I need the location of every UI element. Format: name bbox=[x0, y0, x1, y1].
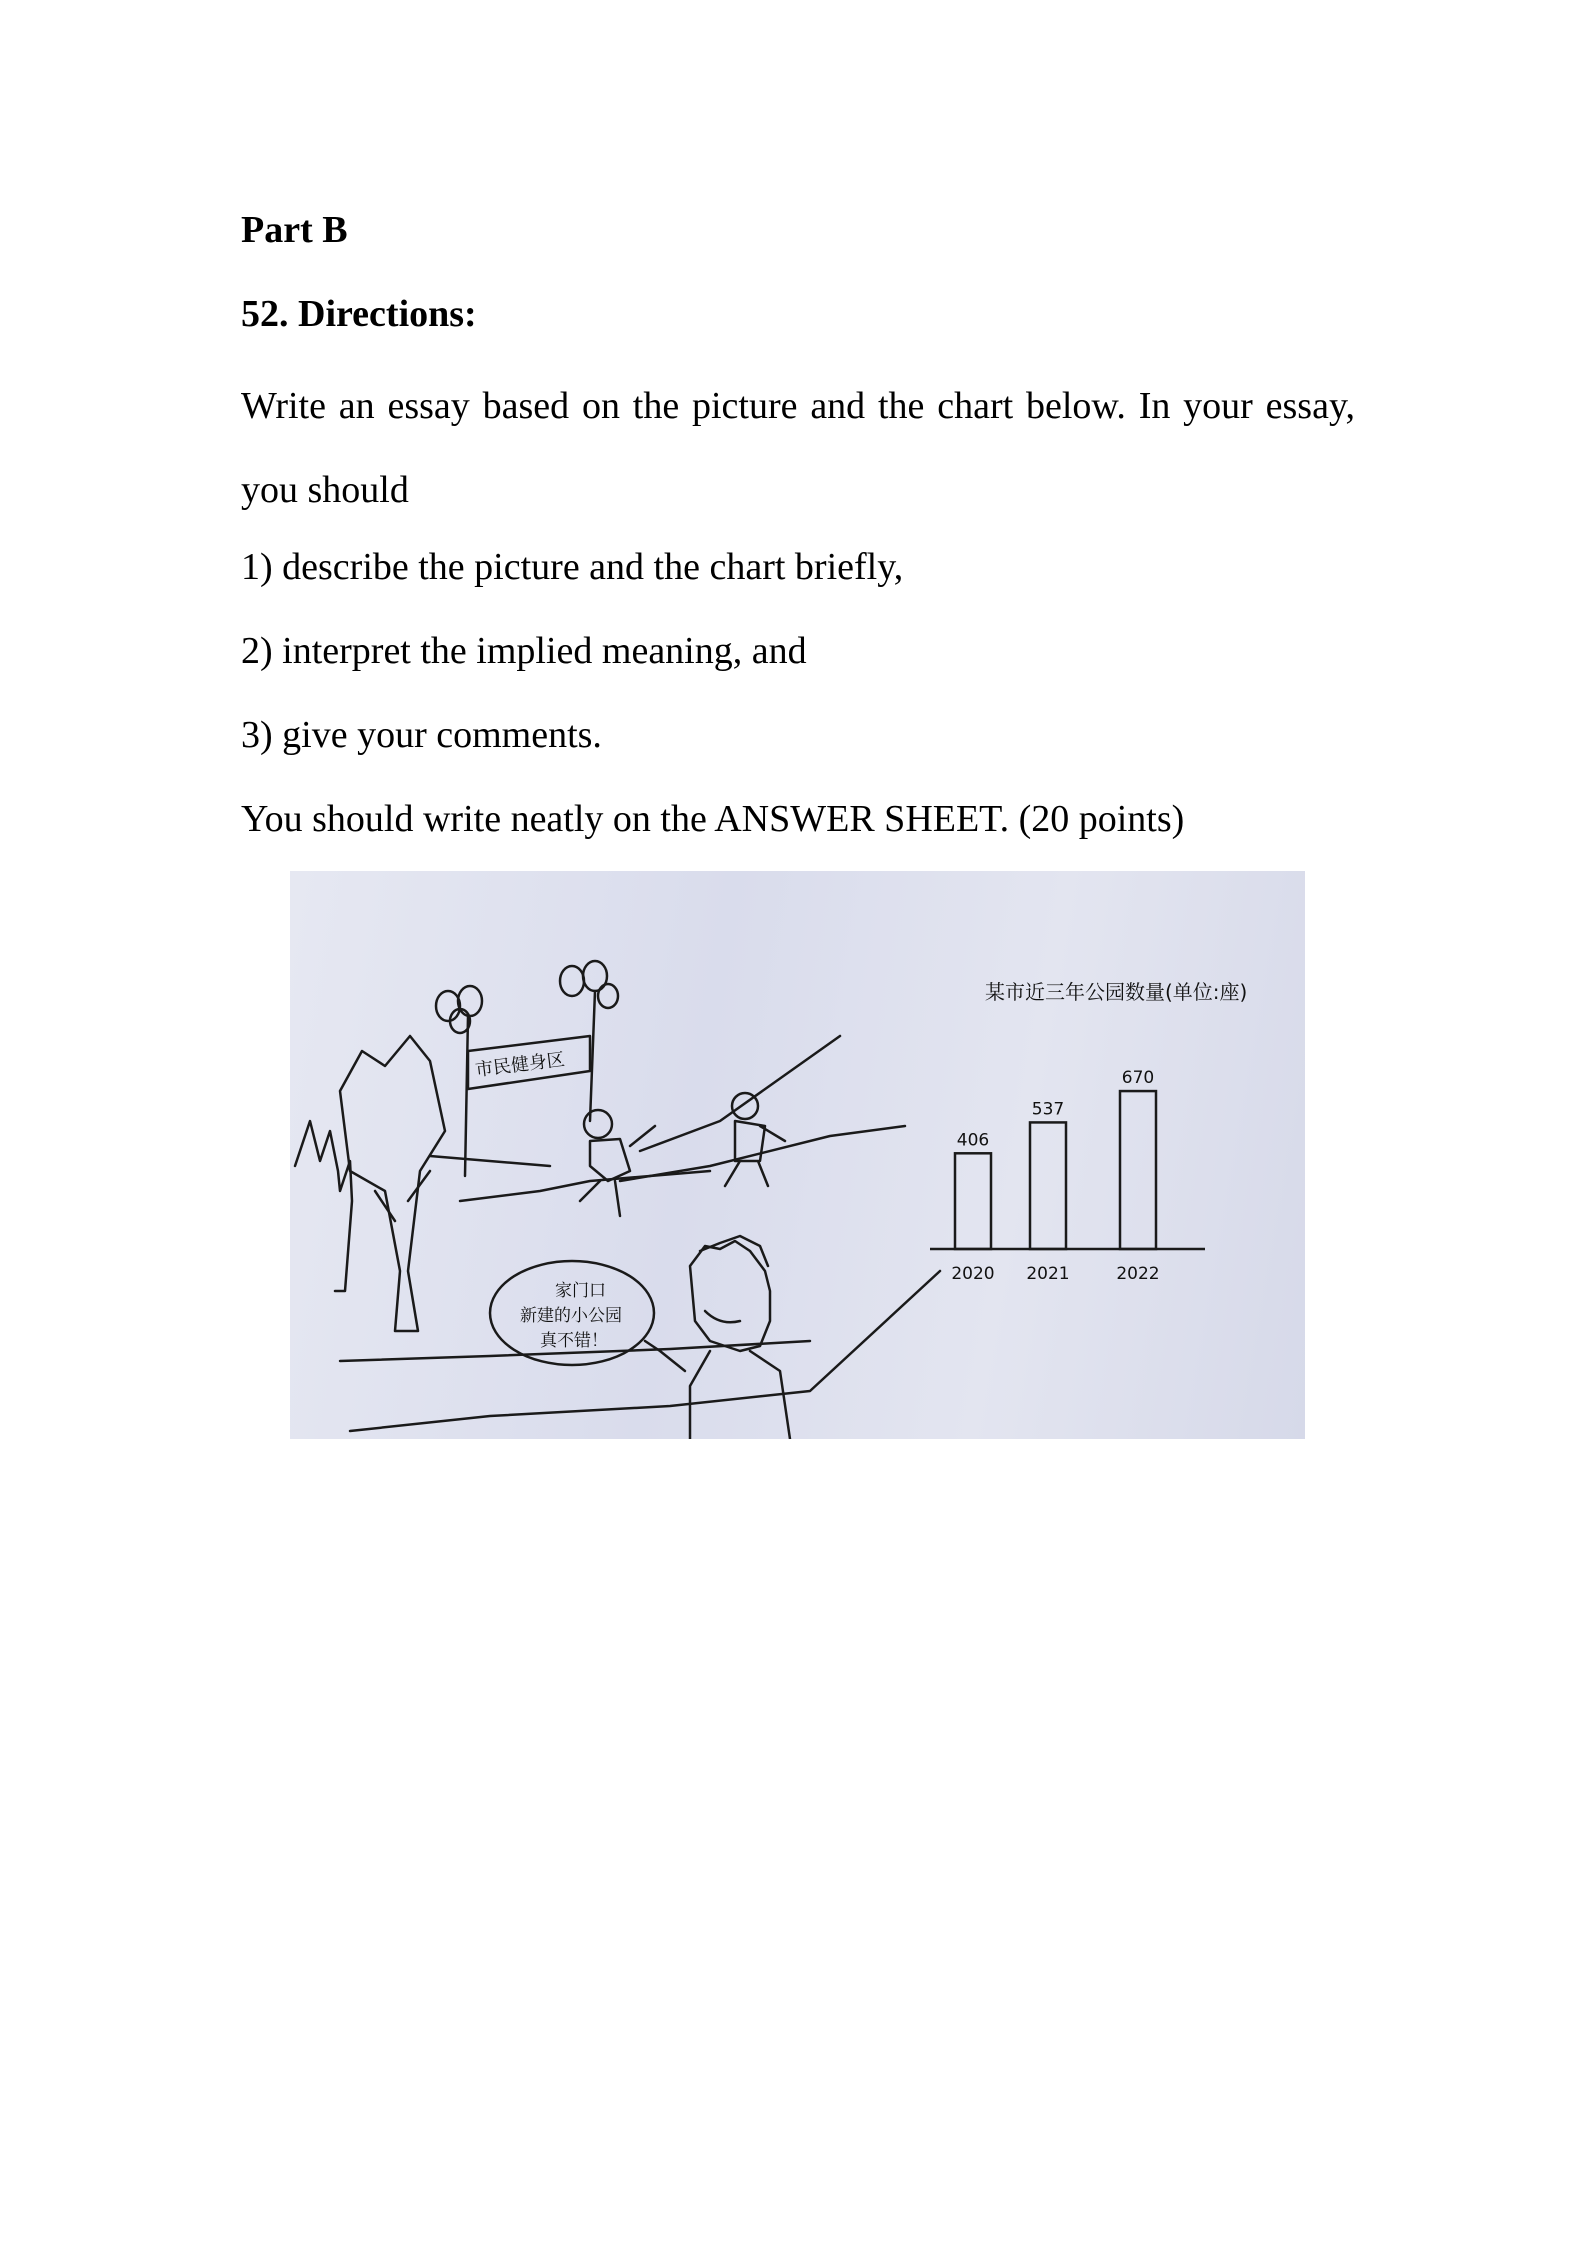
chart-tick-label-2020: 2020 bbox=[951, 1264, 995, 1284]
speech-line-3: 真不错！ bbox=[540, 1331, 608, 1351]
part-title: Part B bbox=[241, 209, 348, 251]
question-title: 52. Directions: bbox=[241, 293, 477, 335]
chart-bar-2022 bbox=[1120, 1091, 1156, 1249]
chart-tick-label-2022: 2022 bbox=[1116, 1264, 1160, 1284]
speech-line-2: 新建的小公园 bbox=[520, 1306, 622, 1326]
directions-item-2: 2) interpret the implied meaning, and bbox=[241, 630, 807, 672]
speech-line-1: 家门口 bbox=[555, 1281, 606, 1301]
chart-data-label-2022: 670 bbox=[1121, 1068, 1155, 1089]
hand-drawn-sketch bbox=[290, 871, 1305, 1439]
chart-bar-2020 bbox=[955, 1153, 991, 1249]
directions-item-1: 1) describe the picture and the chart briefly, bbox=[241, 546, 904, 588]
chart-bar-2021 bbox=[1030, 1122, 1066, 1249]
sketch-figure bbox=[290, 871, 1305, 1439]
bar-chart bbox=[930, 980, 1247, 1284]
directions-closing: You should write neatly on the ANSWER SHEET. (20 points) bbox=[241, 798, 1185, 840]
sketch-scene bbox=[295, 961, 940, 1439]
chart-data-label-2021: 537 bbox=[1031, 1099, 1065, 1120]
chart-tick-label-2021: 2021 bbox=[1026, 1264, 1070, 1284]
chart-title: 某市近三年公园数量(单位:座) bbox=[985, 980, 1248, 1004]
chart-data-label-2020: 406 bbox=[956, 1130, 990, 1151]
directions-intro: Write an essay based on the picture and the chart below. In your essay, you should bbox=[241, 385, 1355, 511]
directions-item-3: 3) give your comments. bbox=[241, 714, 602, 756]
banner-text: 市民健身区 bbox=[474, 1049, 566, 1081]
